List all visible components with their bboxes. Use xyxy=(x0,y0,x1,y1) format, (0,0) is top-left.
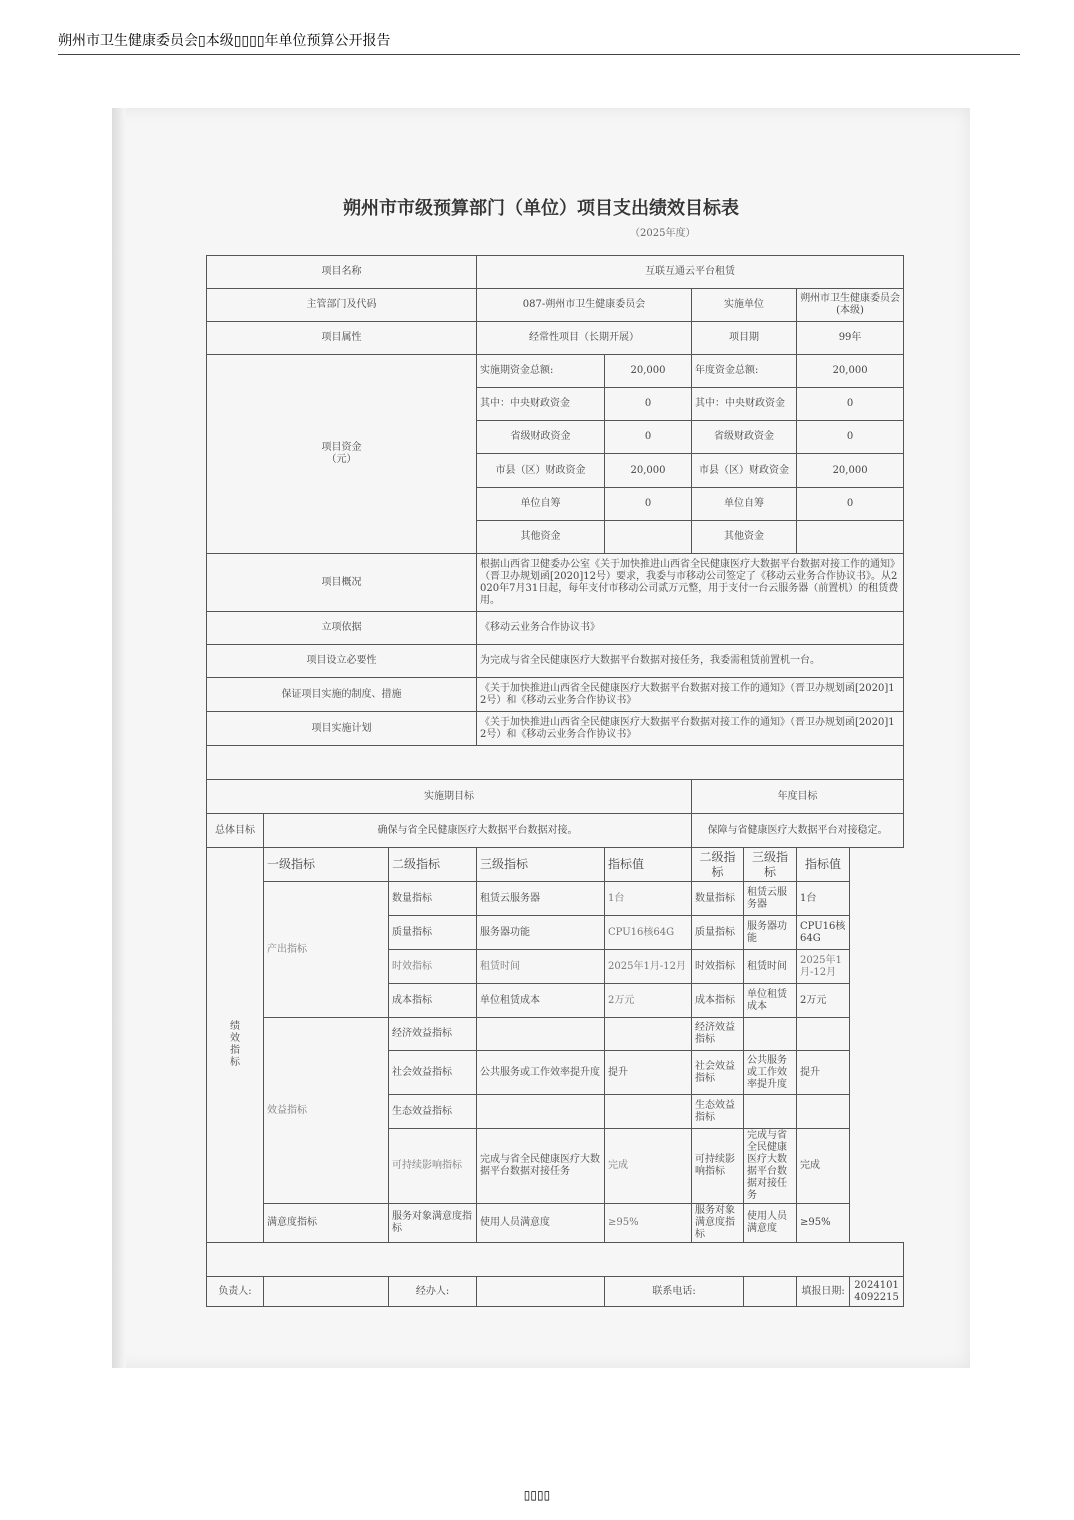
funds-item-label: 其中：中央财政资金 xyxy=(477,388,605,421)
funds-item-label-annual: 其中：中央财政资金 xyxy=(692,388,797,421)
level3-cell xyxy=(477,1095,605,1129)
level2-cell: 社会效益指标 xyxy=(389,1051,477,1095)
annual-level3-cell: 公共服务或工作效率提升度 xyxy=(744,1051,797,1095)
funds-item-value: 20,000 xyxy=(605,355,692,388)
handler-value xyxy=(477,1277,605,1307)
annual-value-cell xyxy=(797,1095,850,1129)
funds-item-label-annual: 单位自筹 xyxy=(692,488,797,521)
funds-item-value-annual: 0 xyxy=(797,488,904,521)
overall-goal-label: 总体目标 xyxy=(207,814,264,848)
impl-unit-label: 实施单位 xyxy=(692,289,797,322)
annual-header-value: 指标值 xyxy=(797,848,850,882)
basis-label: 立项依据 xyxy=(207,612,477,645)
value-cell xyxy=(605,1095,692,1129)
funds-row xyxy=(207,355,904,388)
level3-cell: 使用人员满意度 xyxy=(477,1204,605,1243)
project-name-row xyxy=(207,256,904,289)
funds-item-label-annual: 市县（区）财政资金 xyxy=(692,454,797,488)
overview-label: 项目概况 xyxy=(207,554,477,612)
impl-unit-value: 朔州市卫生健康委员会(本级) xyxy=(797,289,904,322)
empty-cell xyxy=(207,746,904,780)
value-cell: CPU16核64G xyxy=(605,916,692,950)
attr-label: 项目属性 xyxy=(207,322,477,355)
annual-level2-cell: 时效指标 xyxy=(692,950,744,984)
overall-goal-annual: 保障与省健康医疗大数据平台对接稳定。 xyxy=(692,814,904,848)
empty-row xyxy=(207,746,904,780)
overview-value: 根据山西省卫健委办公室《关于加快推进山西省全民健康医疗大数据平台数据对接工作的通知》（晋卫办规划函[2020]12号）要求，我委与市移动公司签定了《移动云业务合作协议书》。从2020年7月31日起，每年支付市移动公司贰万元整，用于支付一台云服务器（前置机）的租赁费用。 xyxy=(477,554,904,612)
value-cell: 完成 xyxy=(605,1129,692,1204)
output-indicator-label: 产出指标 xyxy=(264,882,389,1018)
annual-level2-cell: 数量指标 xyxy=(692,882,744,916)
annual-level3-cell: 租赁时间 xyxy=(744,950,797,984)
level3-cell: 租赁时间 xyxy=(477,950,605,984)
perf-char: 绩 xyxy=(230,1021,240,1032)
funds-item-value-annual: 0 xyxy=(797,421,904,454)
guarantee-value: 《关于加快推进山西省全民健康医疗大数据平台数据对接工作的通知》（晋卫办规划函[2020]12号）和《移动云业务合作协议书》 xyxy=(477,678,904,712)
funds-item-value-annual: 20,000 xyxy=(797,355,904,388)
annual-level2-cell: 生态效益指标 xyxy=(692,1095,744,1129)
handler-label: 经办人: xyxy=(389,1277,477,1307)
basis-value: 《移动云业务合作协议书》 xyxy=(477,612,904,645)
funds-item-label: 单位自筹 xyxy=(477,488,605,521)
header-value: 指标值 xyxy=(605,848,692,882)
responsible-label: 负责人: xyxy=(207,1277,264,1307)
funds-item-value: 0 xyxy=(605,421,692,454)
value-cell: 1台 xyxy=(605,882,692,916)
funds-label-cell xyxy=(207,355,477,554)
value-cell xyxy=(605,1018,692,1051)
benefit-indicator-label: 效益指标 xyxy=(264,1018,389,1204)
funds-item-label: 实施期资金总额: xyxy=(477,355,605,388)
funds-item-value-annual: 0 xyxy=(797,388,904,421)
period-value: 99年 xyxy=(797,322,904,355)
level2-cell: 成本指标 xyxy=(389,984,477,1018)
value-cell: 2万元 xyxy=(605,984,692,1018)
funds-item-value: 0 xyxy=(605,488,692,521)
phone-label: 联系电话: xyxy=(605,1277,744,1307)
necessity-row xyxy=(207,645,904,678)
funds-unit: （元） xyxy=(326,454,357,465)
level3-cell: 单位租赁成本 xyxy=(477,984,605,1018)
level2-cell: 质量指标 xyxy=(389,916,477,950)
level3-cell: 服务器功能 xyxy=(477,916,605,950)
funds-item-label: 其他资金 xyxy=(477,521,605,554)
annual-level2-cell: 成本指标 xyxy=(692,984,744,1018)
annual-goal-label: 年度目标 xyxy=(692,780,904,814)
project-name-label: 项目名称 xyxy=(207,256,477,289)
phone-value xyxy=(744,1277,797,1307)
funds-item-value: 20,000 xyxy=(605,454,692,488)
funds-label: 项目资金 xyxy=(321,442,362,453)
level2-cell: 时效指标 xyxy=(389,950,477,984)
fill-date-value: 20241014092215 xyxy=(850,1277,904,1307)
value-cell: ≥95% xyxy=(605,1204,692,1243)
perf-label-cell xyxy=(207,848,264,1243)
impl-goal-label: 实施期目标 xyxy=(207,780,692,814)
header-level3: 三级指标 xyxy=(477,848,605,882)
funds-item-label-annual: 省级财政资金 xyxy=(692,421,797,454)
annual-value-cell: 2025年1月-12月 xyxy=(797,950,850,984)
project-name-value: 互联互通云平台租赁 xyxy=(477,256,904,289)
perf-char: 标 xyxy=(230,1057,240,1068)
annual-value-cell xyxy=(797,1018,850,1051)
perf-char: 效 xyxy=(230,1033,240,1044)
performance-target-table xyxy=(206,255,904,1307)
value-cell: 2025年1月-12月 xyxy=(605,950,692,984)
funds-item-value-annual: 20,000 xyxy=(797,454,904,488)
funds-item-label: 市县（区）财政资金 xyxy=(477,454,605,488)
dept-value: 087-朔州市卫生健康委员会 xyxy=(477,289,692,322)
overview-row xyxy=(207,554,904,612)
annual-header-level3: 三级指标 xyxy=(744,848,797,882)
level3-cell: 租赁云服务器 xyxy=(477,882,605,916)
dept-row xyxy=(207,289,904,322)
dept-label: 主管部门及代码 xyxy=(207,289,477,322)
level3-cell xyxy=(477,1018,605,1051)
plan-row xyxy=(207,712,904,746)
perf-char: 指 xyxy=(230,1045,240,1056)
indicator-row xyxy=(207,1204,904,1243)
necessity-value: 为完成与省全民健康医疗大数据平台数据对接任务，我委需租赁前置机一台。 xyxy=(477,645,904,678)
goal-header-row xyxy=(207,780,904,814)
overall-goal-impl: 确保与省全民健康医疗大数据平台数据对接。 xyxy=(264,814,692,848)
signature-row xyxy=(207,1277,904,1307)
responsible-value xyxy=(264,1277,389,1307)
annual-value-cell: 完成 xyxy=(797,1129,850,1204)
page-header xyxy=(58,30,1020,55)
document-subtitle: （2025年度） xyxy=(630,228,696,239)
funds-item-label-annual: 年度资金总额: xyxy=(692,355,797,388)
annual-level2-cell: 质量指标 xyxy=(692,916,744,950)
annual-level3-cell xyxy=(744,1018,797,1051)
attr-row xyxy=(207,322,904,355)
plan-label: 项目实施计划 xyxy=(207,712,477,746)
header-level2: 二级指标 xyxy=(389,848,477,882)
value-cell: 提升 xyxy=(605,1051,692,1095)
fill-date-label: 填报日期: xyxy=(797,1277,850,1307)
annual-level3-cell: 单位租赁成本 xyxy=(744,984,797,1018)
satisfaction-indicator-label: 满意度指标 xyxy=(264,1204,389,1243)
funds-item-value xyxy=(605,521,692,554)
empty-row xyxy=(207,1243,904,1277)
annual-level2-cell: 可持续影响指标 xyxy=(692,1129,744,1204)
annual-value-cell: CPU16核64G xyxy=(797,916,850,950)
annual-header-level2: 二级指标 xyxy=(692,848,744,882)
annual-level2-cell: 服务对象满意度指标 xyxy=(692,1204,744,1243)
header-level1: 一级指标 xyxy=(264,848,389,882)
level2-cell: 可持续影响指标 xyxy=(389,1129,477,1204)
annual-level3-cell: 租赁云服务器 xyxy=(744,882,797,916)
report-title: 朔州市卫生健康委员会▯本级▯▯▯▯年单位预算公开报告 xyxy=(58,33,391,49)
page-number: ▯▯▯▯ xyxy=(523,1488,551,1502)
annual-level3-cell: 完成与省全民健康医疗大数据平台数据对接任务 xyxy=(744,1129,797,1204)
annual-level3-cell: 使用人员满意度 xyxy=(744,1204,797,1243)
guarantee-label: 保证项目实施的制度、措施 xyxy=(207,678,477,712)
annual-level3-cell: 服务器功能 xyxy=(744,916,797,950)
annual-level2-cell: 社会效益指标 xyxy=(692,1051,744,1095)
annual-value-cell: 2万元 xyxy=(797,984,850,1018)
plan-value: 《关于加快推进山西省全民健康医疗大数据平台数据对接工作的通知》（晋卫办规划函[2020]12号）和《移动云业务合作协议书》 xyxy=(477,712,904,746)
guarantee-row xyxy=(207,678,904,712)
annual-value-cell: ≥95% xyxy=(797,1204,850,1243)
indicator-row xyxy=(207,1018,904,1051)
level3-cell: 公共服务或工作效率提升度 xyxy=(477,1051,605,1095)
level3-cell: 完成与省全民健康医疗大数据平台数据对接任务 xyxy=(477,1129,605,1204)
document-title: 朔州市市级预算部门（单位）项目支出绩效目标表 xyxy=(343,198,739,219)
funds-item-label-annual: 其他资金 xyxy=(692,521,797,554)
attr-value: 经常性项目（长期开展） xyxy=(477,322,692,355)
level2-cell: 数量指标 xyxy=(389,882,477,916)
indicator-row xyxy=(207,882,904,916)
funds-item-value: 0 xyxy=(605,388,692,421)
overall-goal-row xyxy=(207,814,904,848)
empty-cell xyxy=(207,1243,904,1277)
annual-level2-cell: 经济效益指标 xyxy=(692,1018,744,1051)
level2-cell: 经济效益指标 xyxy=(389,1018,477,1051)
funds-item-label: 省级财政资金 xyxy=(477,421,605,454)
basis-row xyxy=(207,612,904,645)
indicator-header-row xyxy=(207,848,904,882)
necessity-label: 项目设立必要性 xyxy=(207,645,477,678)
annual-value-cell: 1台 xyxy=(797,882,850,916)
level2-cell: 生态效益指标 xyxy=(389,1095,477,1129)
period-label: 项目期 xyxy=(692,322,797,355)
funds-item-value-annual xyxy=(797,521,904,554)
level2-cell: 服务对象满意度指标 xyxy=(389,1204,477,1243)
annual-value-cell: 提升 xyxy=(797,1051,850,1095)
annual-level3-cell xyxy=(744,1095,797,1129)
